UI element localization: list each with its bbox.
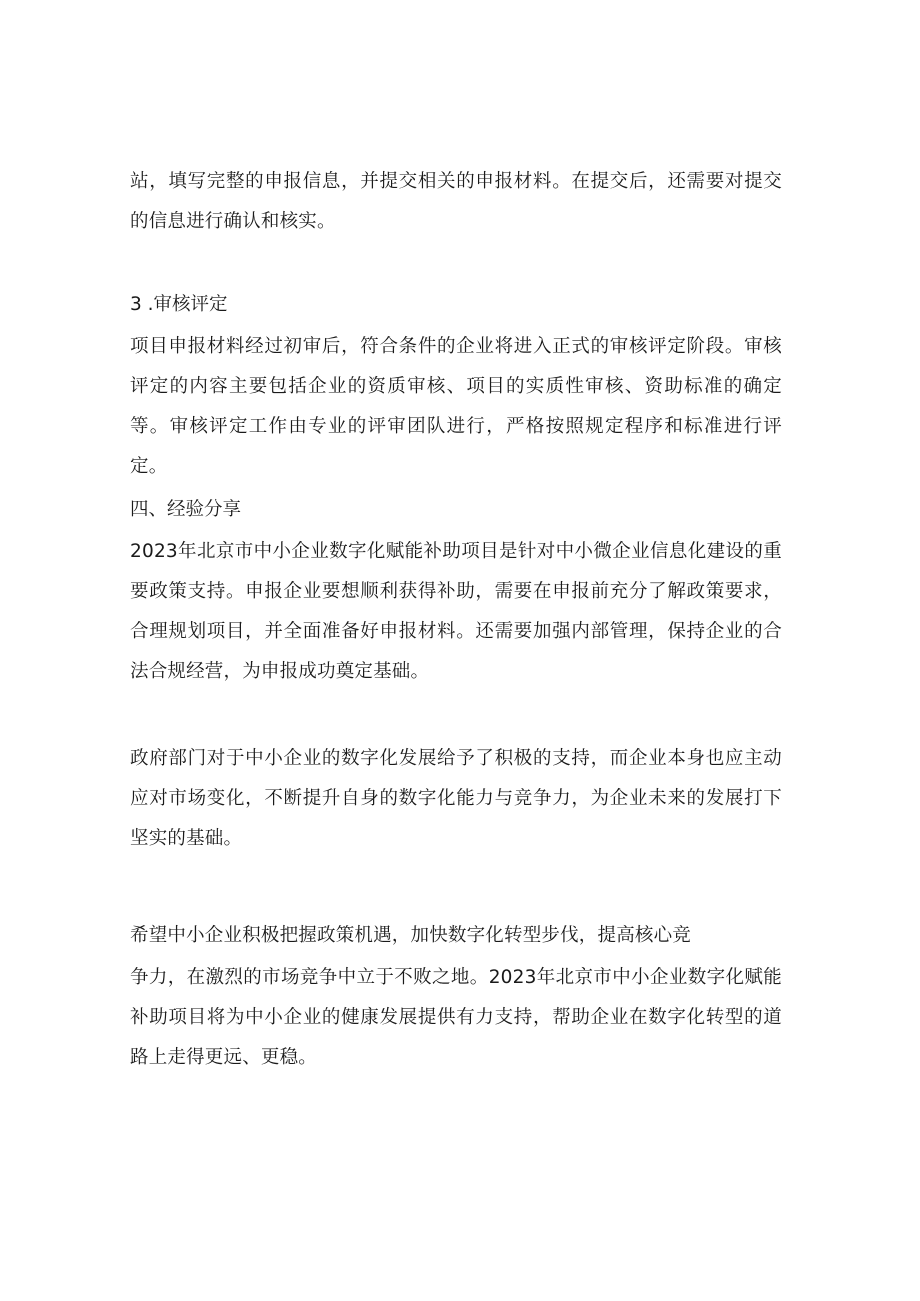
paragraph-conclusion: 争力，在激烈的市场竞争中立于不败之地。2023年北京市中小企业数字化赋能补助项目将为中小企业的健康发展提供有力支持，帮助企业在数字化转型的道路上走得更远、更稳。 [130, 967, 782, 1068]
section-heading-experience: 四、经验分享 [130, 499, 242, 520]
paragraph-submission: 站，填写完整的申报信息，并提交相关的申报材料。在提交后，还需要对提交的信息进行确认和核实。 [130, 171, 782, 232]
paragraph-hope-line: 希望中小企业积极把握政策机遇，加快数字化转型步伐，提高核心竞 [130, 925, 692, 946]
paragraph-government-support: 政府部门对于中小企业的数字化发展给予了积极的支持，而企业本身也应主动应对市场变化，不断提升自身的数字化能力与竞争力，为企业未来的发展打下坚实的基础。 [130, 748, 782, 849]
paragraph-review: 项目申报材料经过初审后，符合条件的企业将进入正式的审核评定阶段。审核评定的内容主要包括企业的资质审核、项目的实质性审核、资助标准的确定等。审核评定工作由专业的评审团队进行，严格按照规定程序和标准进行评定。 [130, 336, 782, 477]
section-heading-review: 3 .审核评定 [130, 294, 228, 315]
paragraph-experience: 2023年北京市中小企业数字化赋能补助项目是针对中小微企业信息化建设的重要政策支持。申报企业要想顺利获得补助，需要在申报前充分了解政策要求，合理规划项目，并全面准备好申报材料。还需要加强内部管理，保持企业的合法合规经营，为申报成功奠定基础。 [130, 541, 782, 682]
